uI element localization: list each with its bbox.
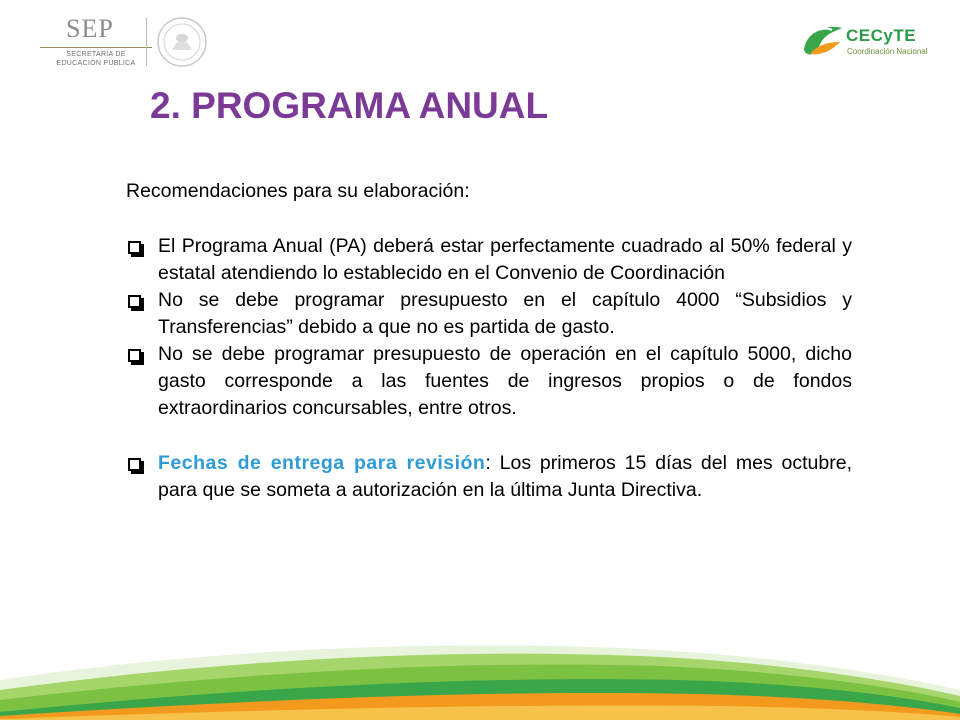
checkbox-bullet-icon <box>128 458 141 471</box>
list-item <box>126 341 852 422</box>
list-item-text: No se debe programar presupuesto en el capítulo 4000 “Subsidios y Transferencias” debido a que no es partida de gasto. <box>158 289 852 338</box>
list-item-text: No se debe programar presupuesto de operación en el capítulo 5000, dicho gasto corresponde a las fuentes de ingresos propios o de fondos extraordinarios concursables, entre otros. <box>158 343 852 419</box>
sep-logo <box>22 14 142 70</box>
recommendation-list <box>126 233 852 504</box>
list-item <box>126 287 852 341</box>
checkbox-bullet-icon <box>128 241 141 254</box>
checkbox-bullet-icon <box>128 295 141 308</box>
slide-title: 2. PROGRAMA ANUAL <box>150 85 549 126</box>
delivery-dates-label: Fechas de entrega para revisión <box>158 452 486 474</box>
delivery-dates-item <box>126 450 852 504</box>
list-item-text: El Programa Anual (PA) deberá estar perfectamente cuadrado al 50% federal y estatal atendiendo lo establecido en el Convenio de Coordinación <box>158 235 852 284</box>
checkbox-bullet-icon <box>128 349 141 362</box>
list-item <box>126 233 852 287</box>
sep-logo-subtitle <box>42 50 150 68</box>
slide-content <box>126 178 852 504</box>
national-seal-icon <box>156 16 208 68</box>
intro-text: Recomendaciones para su elaboración: <box>126 180 470 202</box>
cecyte-logo-subtitle: Coordinación Nacional <box>847 47 928 56</box>
logo-divider <box>146 18 147 66</box>
cecyte-logo-name: CECyTE <box>846 26 917 45</box>
delivery-dates-text: : Los primeros 15 días del mes octubre, para que se someta a autorización en la última Junta Directiva. <box>158 452 852 501</box>
sep-logo-line1: SECRETARÍA DE <box>66 51 126 58</box>
cecyte-leaf-icon <box>800 20 846 64</box>
cecyte-logo <box>800 20 930 64</box>
sep-logo-word: SEP <box>66 14 114 43</box>
sep-logo-line2: EDUCACIÓN PÚBLICA <box>56 60 136 67</box>
footer-wave-decoration <box>0 620 960 720</box>
slide-header <box>0 0 960 80</box>
sep-logo-rule <box>40 47 152 48</box>
